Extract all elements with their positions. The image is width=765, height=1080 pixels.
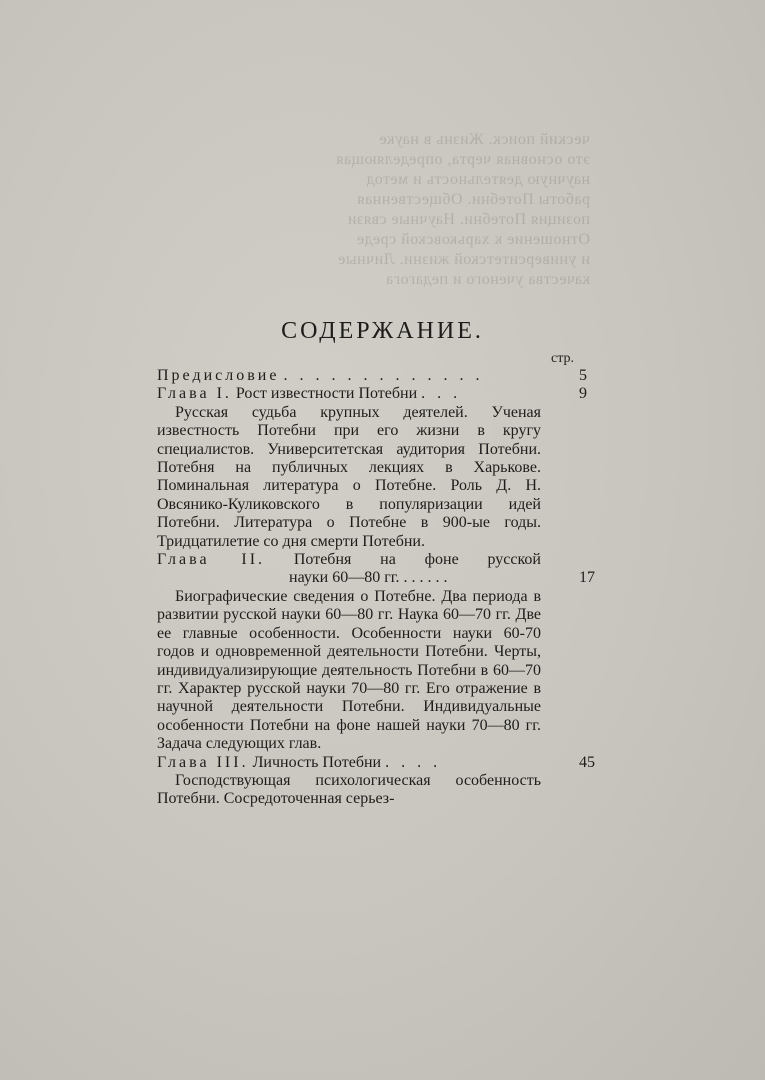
entry-heading: Предисловие	[157, 367, 280, 384]
bleed-line: Отношение к харьковской среде	[356, 231, 590, 248]
toc-entry-chapter-2	[157, 551, 595, 753]
chapter-summary: Биографические сведения о Потебне. Два периода в развитии русской науки 60—80 гг. Наука 60—70 гг. Две ее главные особенности. Особенности науки 60-70 годов и одновременной деятельности Потебни. Черты, индивидуализирующие деятельность Потебни в 60—70 гг. Характер русской науки 70—80 гг. Его отражение в научной деятельности Потебни. Индивидуальные особенности Потебни на фоне нашей науки 70—80 гг. Задача следующих глав.	[157, 587, 541, 753]
dot-leader: . . .	[421, 385, 462, 403]
chapter-summary: Господствующая психологическая особенность Потебни. Сосредоточенная серьез-	[157, 771, 541, 808]
page-number: 9	[579, 385, 587, 403]
bleed-line: ческий поиск. Жизнь в науке	[378, 131, 590, 148]
chapter-title-continued: науки 60—80 гг.	[289, 569, 400, 587]
chapter-summary: Русская судьба крупных деятелей. Ученая известность Потебни при его жизни в кругу специалистов. Университетская аудитория Потебни. Потебня на публичных лекциях в Харькове. Поминальная литература о Потебне. Роль Д. Н. Овсянико-Куликовского в популяризации идей Потебни. Литература о Потебне в 900-ые годы. Тридцатилетие со дня смерти Потебни.	[157, 403, 541, 550]
bleed-line: позиция Потебни. Научные связи	[347, 211, 590, 228]
bleed-line: работы Потебни. Общественная	[356, 191, 590, 208]
toc-entry-preface	[157, 367, 587, 385]
bleed-line: и университетской жизни. Личные	[337, 251, 590, 268]
toc-entry-chapter-3	[157, 753, 595, 809]
page-number: 17	[579, 569, 595, 587]
bleed-line: научную деятельность и метод	[366, 171, 590, 188]
dot-leader: . . . . . .	[403, 569, 448, 587]
chapter-label: Глава III.	[157, 753, 249, 771]
chapter-title: Потебня на фоне русской	[293, 551, 541, 569]
bleed-line: это основная черта, определяющая	[335, 151, 590, 168]
bleed-line: качества ученого и педагога	[385, 271, 590, 288]
page-number: 45	[579, 753, 595, 771]
page-column-label: стр.	[551, 351, 575, 366]
page-title: СОДЕРЖАНИЕ.	[281, 318, 484, 344]
chapter-title: Личность Потебни	[252, 753, 382, 771]
page-number: 5	[579, 367, 587, 384]
table-of-contents	[157, 367, 601, 809]
bleed-through-text	[140, 130, 590, 290]
chapter-title: Рост известности Потебни	[235, 385, 418, 403]
dot-leader: . . . .	[385, 753, 442, 771]
chapter-label: Глава II.	[157, 551, 266, 569]
toc-entry-chapter-1	[157, 385, 587, 551]
chapter-label: Глава I.	[157, 385, 232, 403]
dot-leader: . . . . . . . . . . . . .	[283, 367, 484, 384]
